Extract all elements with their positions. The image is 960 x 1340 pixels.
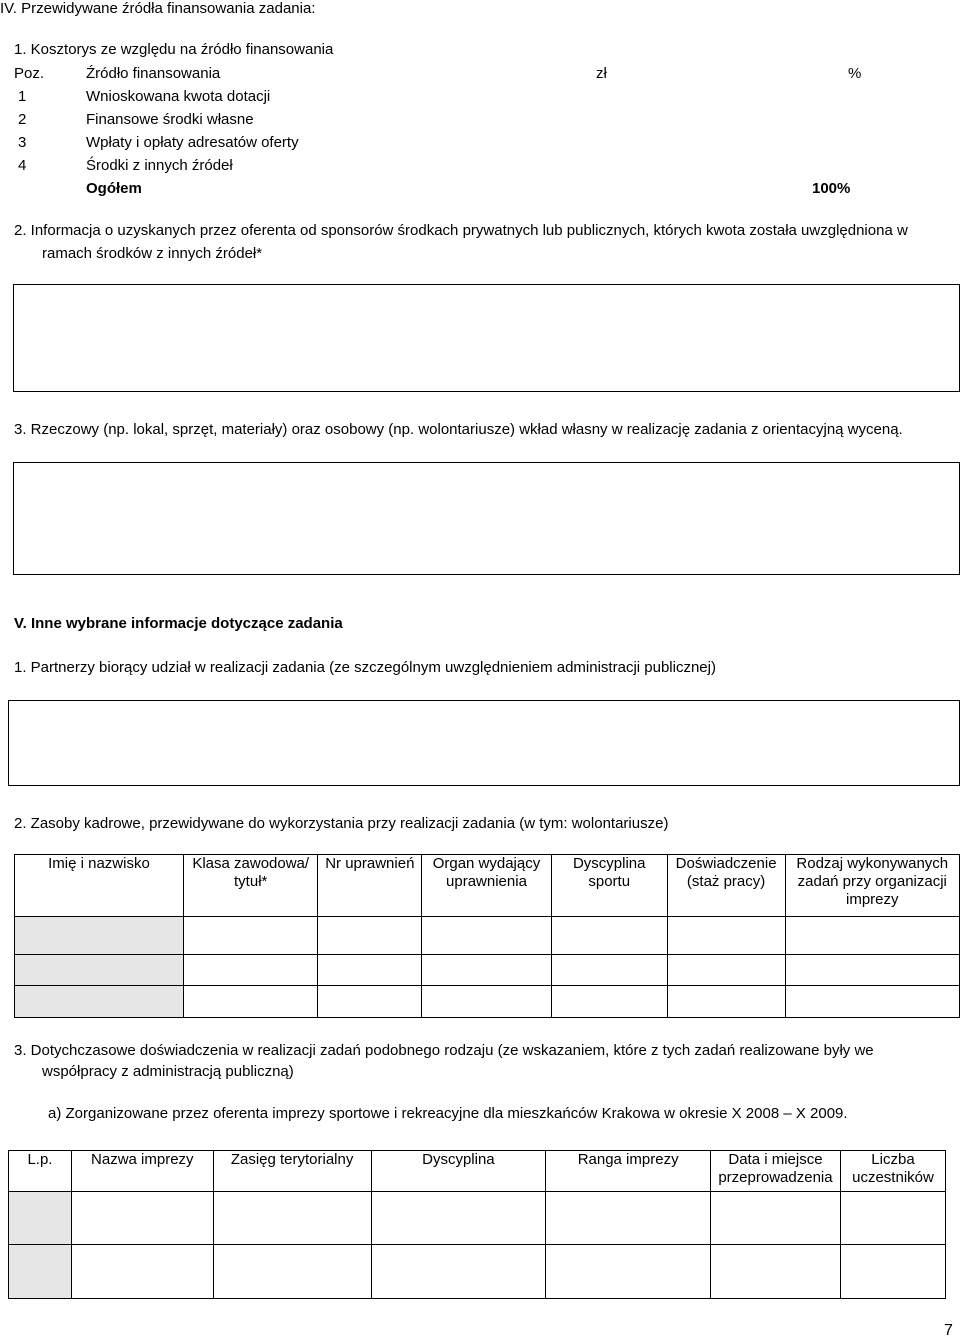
events-row xyxy=(9,1245,946,1299)
partners-box[interactable] xyxy=(8,700,960,786)
staff-header-row xyxy=(15,855,960,917)
row-num: 1 xyxy=(18,87,27,105)
staff-cell[interactable] xyxy=(785,955,959,986)
events-cell[interactable] xyxy=(546,1245,711,1299)
staff-name-cell[interactable] xyxy=(15,986,184,1018)
financing-total-row xyxy=(14,177,886,200)
zl-cell[interactable] xyxy=(536,131,776,154)
events-row xyxy=(9,1192,946,1245)
financing-row xyxy=(14,108,886,131)
staff-cell[interactable] xyxy=(422,955,552,986)
section-v-item1: 1. Partnerzy biorący udział w realizacji zadania (ze szczególnym uwzględnieniem administracji publicznej) xyxy=(14,659,716,676)
staff-cell[interactable] xyxy=(785,986,959,1018)
events-table xyxy=(8,1150,946,1299)
row-num: 2 xyxy=(18,110,27,128)
events-cell[interactable] xyxy=(371,1245,546,1299)
events-col-rank: Ranga imprezy xyxy=(546,1151,711,1192)
col-source: Źródło finansowania xyxy=(86,64,221,82)
events-cell[interactable] xyxy=(371,1192,546,1245)
pct-cell[interactable] xyxy=(776,85,886,108)
section-v-item3a: a) Zorganizowane przez oferenta imprezy sportowe i rekreacyjne dla mieszkańców Krakowa w okresie X 2008 – X 2009. xyxy=(48,1105,848,1122)
staff-row xyxy=(15,986,960,1018)
events-col-range: Zasięg terytorialny xyxy=(213,1151,371,1192)
section-v-item2: 2. Zasoby kadrowe, przewidywane do wykorzystania przy realizacji zadania (w tym: wolontariusze) xyxy=(14,815,669,832)
events-cell[interactable] xyxy=(71,1192,213,1245)
events-cell[interactable] xyxy=(71,1245,213,1299)
staff-col-authority: Organ wydający uprawnienia xyxy=(422,855,552,917)
staff-cell[interactable] xyxy=(667,986,785,1018)
section-v-item3-line1: 3. Dotychczasowe doświadczenia w realizacji zadań podobnego rodzaju (ze wskazaniem, które z tych zadań realizowane były we xyxy=(14,1042,874,1059)
staff-col-discipline: Dyscyplina sportu xyxy=(551,855,667,917)
staff-table xyxy=(14,854,960,1018)
row-source: Wnioskowana kwota dotacji xyxy=(86,87,271,105)
staff-cell[interactable] xyxy=(422,986,552,1018)
events-header-row xyxy=(9,1151,946,1192)
financing-row xyxy=(14,154,886,177)
events-cell[interactable] xyxy=(213,1192,371,1245)
section-iv-item3: 3. Rzeczowy (np. lokal, sprzęt, materiały) oraz osobowy (np. wolontariusze) wkład własny w realizację zadania z orientacyjną wyceną. xyxy=(14,421,903,438)
financing-table xyxy=(14,62,886,200)
total-pct: 100% xyxy=(812,179,851,197)
events-lp-cell[interactable] xyxy=(9,1245,72,1299)
row-source: Finansowe środki własne xyxy=(86,110,254,128)
events-col-date-place: Data i miejsce przeprowadzenia xyxy=(711,1151,841,1192)
financing-row xyxy=(14,131,886,154)
row-num: 4 xyxy=(18,156,27,174)
events-col-name: Nazwa imprezy xyxy=(71,1151,213,1192)
row-num: 3 xyxy=(18,133,27,151)
staff-name-cell[interactable] xyxy=(15,917,184,955)
zl-cell[interactable] xyxy=(536,85,776,108)
pct-cell[interactable] xyxy=(776,154,886,177)
staff-cell[interactable] xyxy=(183,986,318,1018)
staff-col-permit: Nr uprawnień xyxy=(318,855,422,917)
sponsors-info-box[interactable] xyxy=(13,284,960,392)
staff-cell[interactable] xyxy=(551,917,667,955)
section-iv-item2-line2: ramach środków z innych źródeł* xyxy=(42,245,263,262)
col-pct: % xyxy=(848,64,862,82)
zl-cell[interactable] xyxy=(536,154,776,177)
page-number: 7 xyxy=(944,1322,953,1339)
events-cell[interactable] xyxy=(711,1245,841,1299)
staff-name-cell[interactable] xyxy=(15,955,184,986)
row-source: Środki z innych źródeł xyxy=(86,156,233,174)
staff-cell[interactable] xyxy=(422,917,552,955)
events-col-lp: L.p. xyxy=(9,1151,72,1192)
total-zl-cell[interactable] xyxy=(536,177,776,200)
col-zl: zł xyxy=(596,64,607,82)
events-cell[interactable] xyxy=(840,1245,945,1299)
events-cell[interactable] xyxy=(711,1192,841,1245)
staff-row xyxy=(15,917,960,955)
events-lp-cell[interactable] xyxy=(9,1192,72,1245)
staff-cell[interactable] xyxy=(785,917,959,955)
events-cell[interactable] xyxy=(546,1192,711,1245)
events-col-discipline: Dyscyplina xyxy=(371,1151,546,1192)
financing-row xyxy=(14,85,886,108)
total-label: Ogółem xyxy=(86,179,142,197)
pct-cell[interactable] xyxy=(776,108,886,131)
financing-header-row xyxy=(14,62,886,85)
row-source: Wpłaty i opłaty adresatów oferty xyxy=(86,133,299,151)
section-iv-item1: 1. Kosztorys ze względu na źródło finansowania xyxy=(14,41,334,58)
staff-col-name: Imię i nazwisko xyxy=(15,855,184,917)
events-col-participants: Liczba uczestników xyxy=(840,1151,945,1192)
staff-row xyxy=(15,955,960,986)
col-poz: Poz. xyxy=(14,64,45,82)
section-v-title: V. Inne wybrane informacje dotyczące zadania xyxy=(14,615,343,632)
zl-cell[interactable] xyxy=(536,108,776,131)
events-cell[interactable] xyxy=(213,1245,371,1299)
pct-cell[interactable] xyxy=(776,131,886,154)
staff-col-experience: Doświadczenie (staż pracy) xyxy=(667,855,785,917)
section-iv-item2-line1: 2. Informacja o uzyskanych przez oferenta od sponsorów środkach prywatnych lub publicznych, których kwota została uwzględniona w xyxy=(14,222,908,239)
staff-cell[interactable] xyxy=(183,955,318,986)
staff-cell[interactable] xyxy=(318,917,422,955)
staff-cell[interactable] xyxy=(551,986,667,1018)
in-kind-contribution-box[interactable] xyxy=(13,462,960,575)
staff-cell[interactable] xyxy=(318,955,422,986)
staff-cell[interactable] xyxy=(667,917,785,955)
staff-cell[interactable] xyxy=(318,986,422,1018)
staff-cell[interactable] xyxy=(667,955,785,986)
staff-cell[interactable] xyxy=(551,955,667,986)
section-v-item3-line2: współpracy z administracją publiczną) xyxy=(42,1063,294,1080)
staff-col-class: Klasa zawodowa/ tytuł* xyxy=(183,855,318,917)
section-iv-title: IV. Przewidywane źródła finansowania zadania: xyxy=(0,0,316,17)
staff-col-tasks: Rodzaj wykonywanych zadań przy organizacji imprezy xyxy=(785,855,959,917)
staff-cell[interactable] xyxy=(183,917,318,955)
events-cell[interactable] xyxy=(840,1192,945,1245)
